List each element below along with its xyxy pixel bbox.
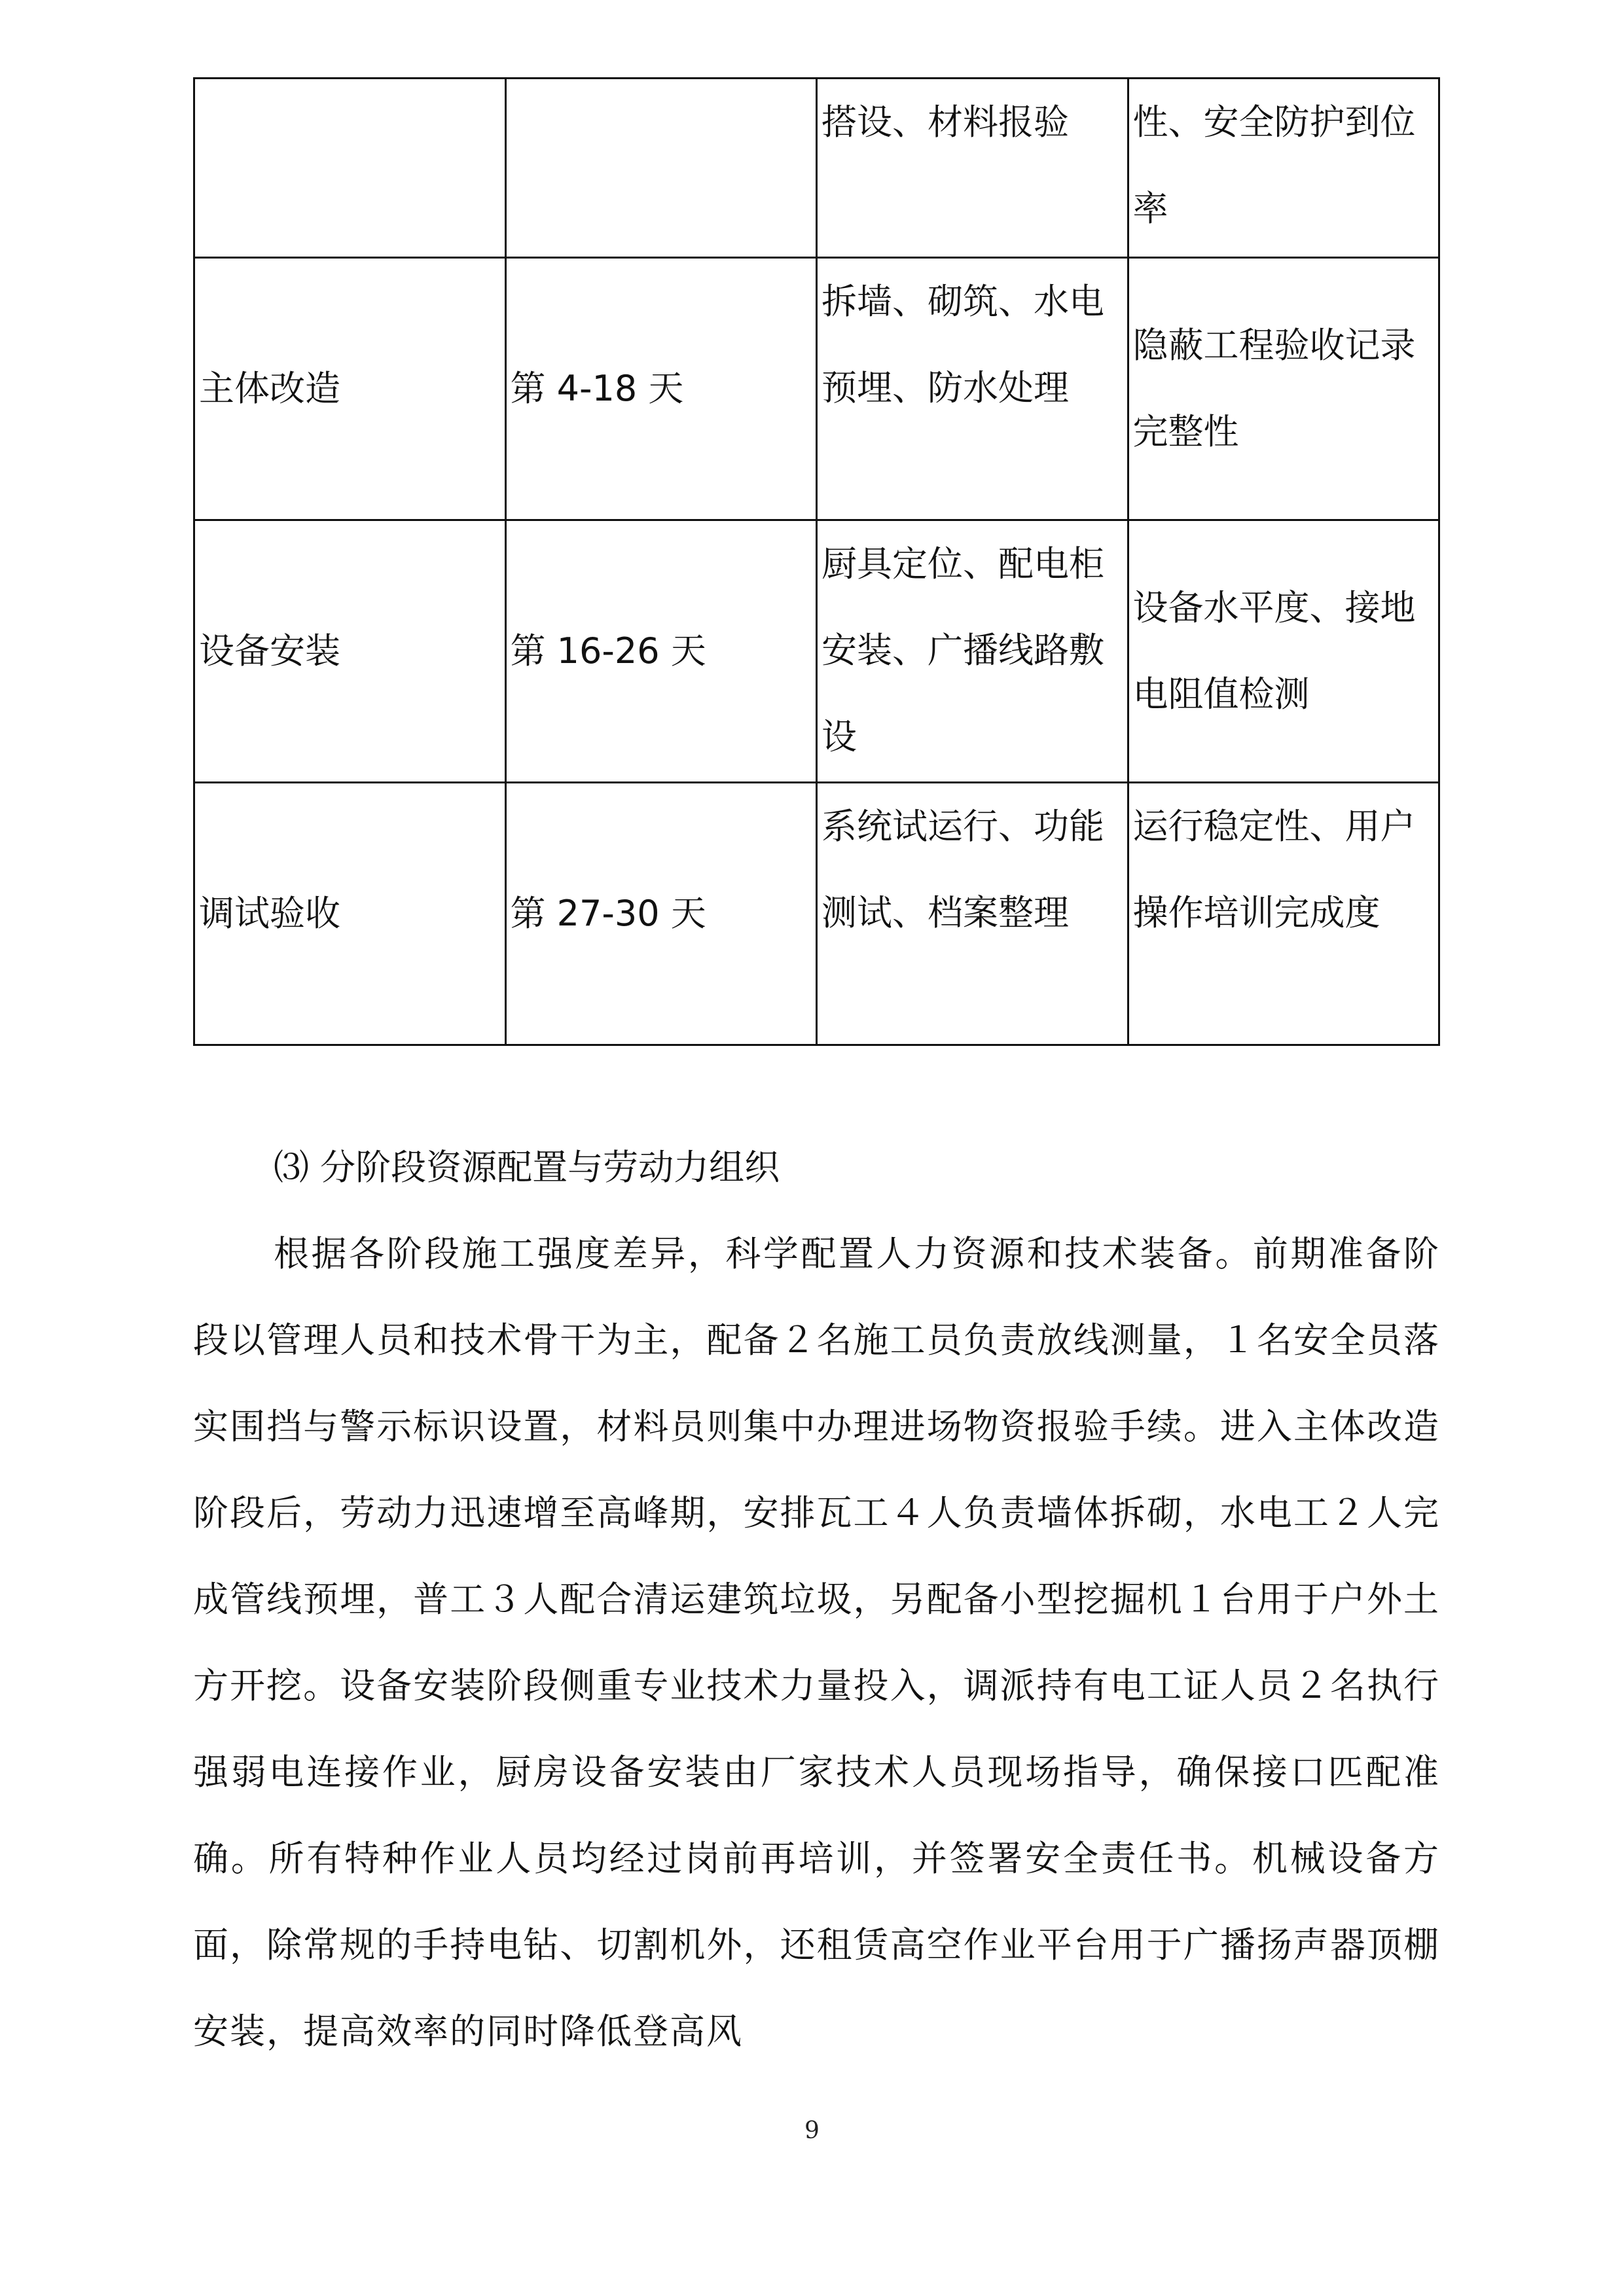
table-row bbox=[194, 79, 1439, 258]
content-cell: 拆墙、砌筑、水电预埋、防水处理 bbox=[817, 258, 1128, 520]
section-heading: ⑶ 分阶段资源配置与劳动力组织 bbox=[274, 1147, 780, 1188]
check-cell: 性、安全防护到位率 bbox=[1128, 79, 1439, 258]
phase-cell: 调试验收 bbox=[194, 783, 506, 1045]
time-cell: 第 16-26 天 bbox=[505, 520, 817, 783]
table-row bbox=[194, 783, 1439, 1045]
content-cell: 厨具定位、配电柜安装、广播线路敷设 bbox=[817, 520, 1128, 783]
content-cell: 搭设、材料报验 bbox=[817, 79, 1128, 258]
phase-cell: 设备安装 bbox=[194, 520, 506, 783]
check-cell: 运行稳定性、用户操作培训完成度 bbox=[1128, 783, 1439, 1045]
table-row bbox=[194, 520, 1439, 783]
page-number: 9 bbox=[804, 2117, 820, 2144]
phase-cell bbox=[194, 79, 506, 258]
check-cell: 隐蔽工程验收记录完整性 bbox=[1128, 258, 1439, 520]
check-cell: 设备水平度、接地电阻值检测 bbox=[1128, 520, 1439, 783]
time-cell: 第 27-30 天 bbox=[505, 783, 817, 1045]
body-paragraph: 根据各阶段施工强度差异，科学配置人力资源和技术装备。前期准备阶段以管理人员和技术骨干为主，配备２名施工员负责放线测量，１名安全员落实围挡与警示标识设置，材料员则集中办理进场物资报验手续。进入主体改造阶段后，劳动力迅速增至高峰期，安排瓦工４人负责墙体拆砌，水电工２人完成管线预埋，普工３人配合清运建筑垃圾，另配备小型挖掘机１台用于户外土方开挖。设备安装阶段侧重专业技术力量投入，调派持有电工证人员２名执行强弱电连接作业，厨房设备安装由厂家技术人员现场指导，确保接口匹配准确。所有特种作业人员均经过岗前再培训，并签署安全责任书。机械设备方面，除常规的手持电钻、切割机外，还租赁高空作业平台用于广播扬声器顶棚安装，提高效率的同时降低登高风 bbox=[193, 1233, 1440, 2052]
schedule-table bbox=[193, 77, 1440, 1046]
content-cell: 系统试运行、功能测试、档案整理 bbox=[817, 783, 1128, 1045]
phase-cell: 主体改造 bbox=[194, 258, 506, 520]
time-cell bbox=[505, 79, 817, 258]
time-cell: 第 4-18 天 bbox=[505, 258, 817, 520]
table-row bbox=[194, 258, 1439, 520]
